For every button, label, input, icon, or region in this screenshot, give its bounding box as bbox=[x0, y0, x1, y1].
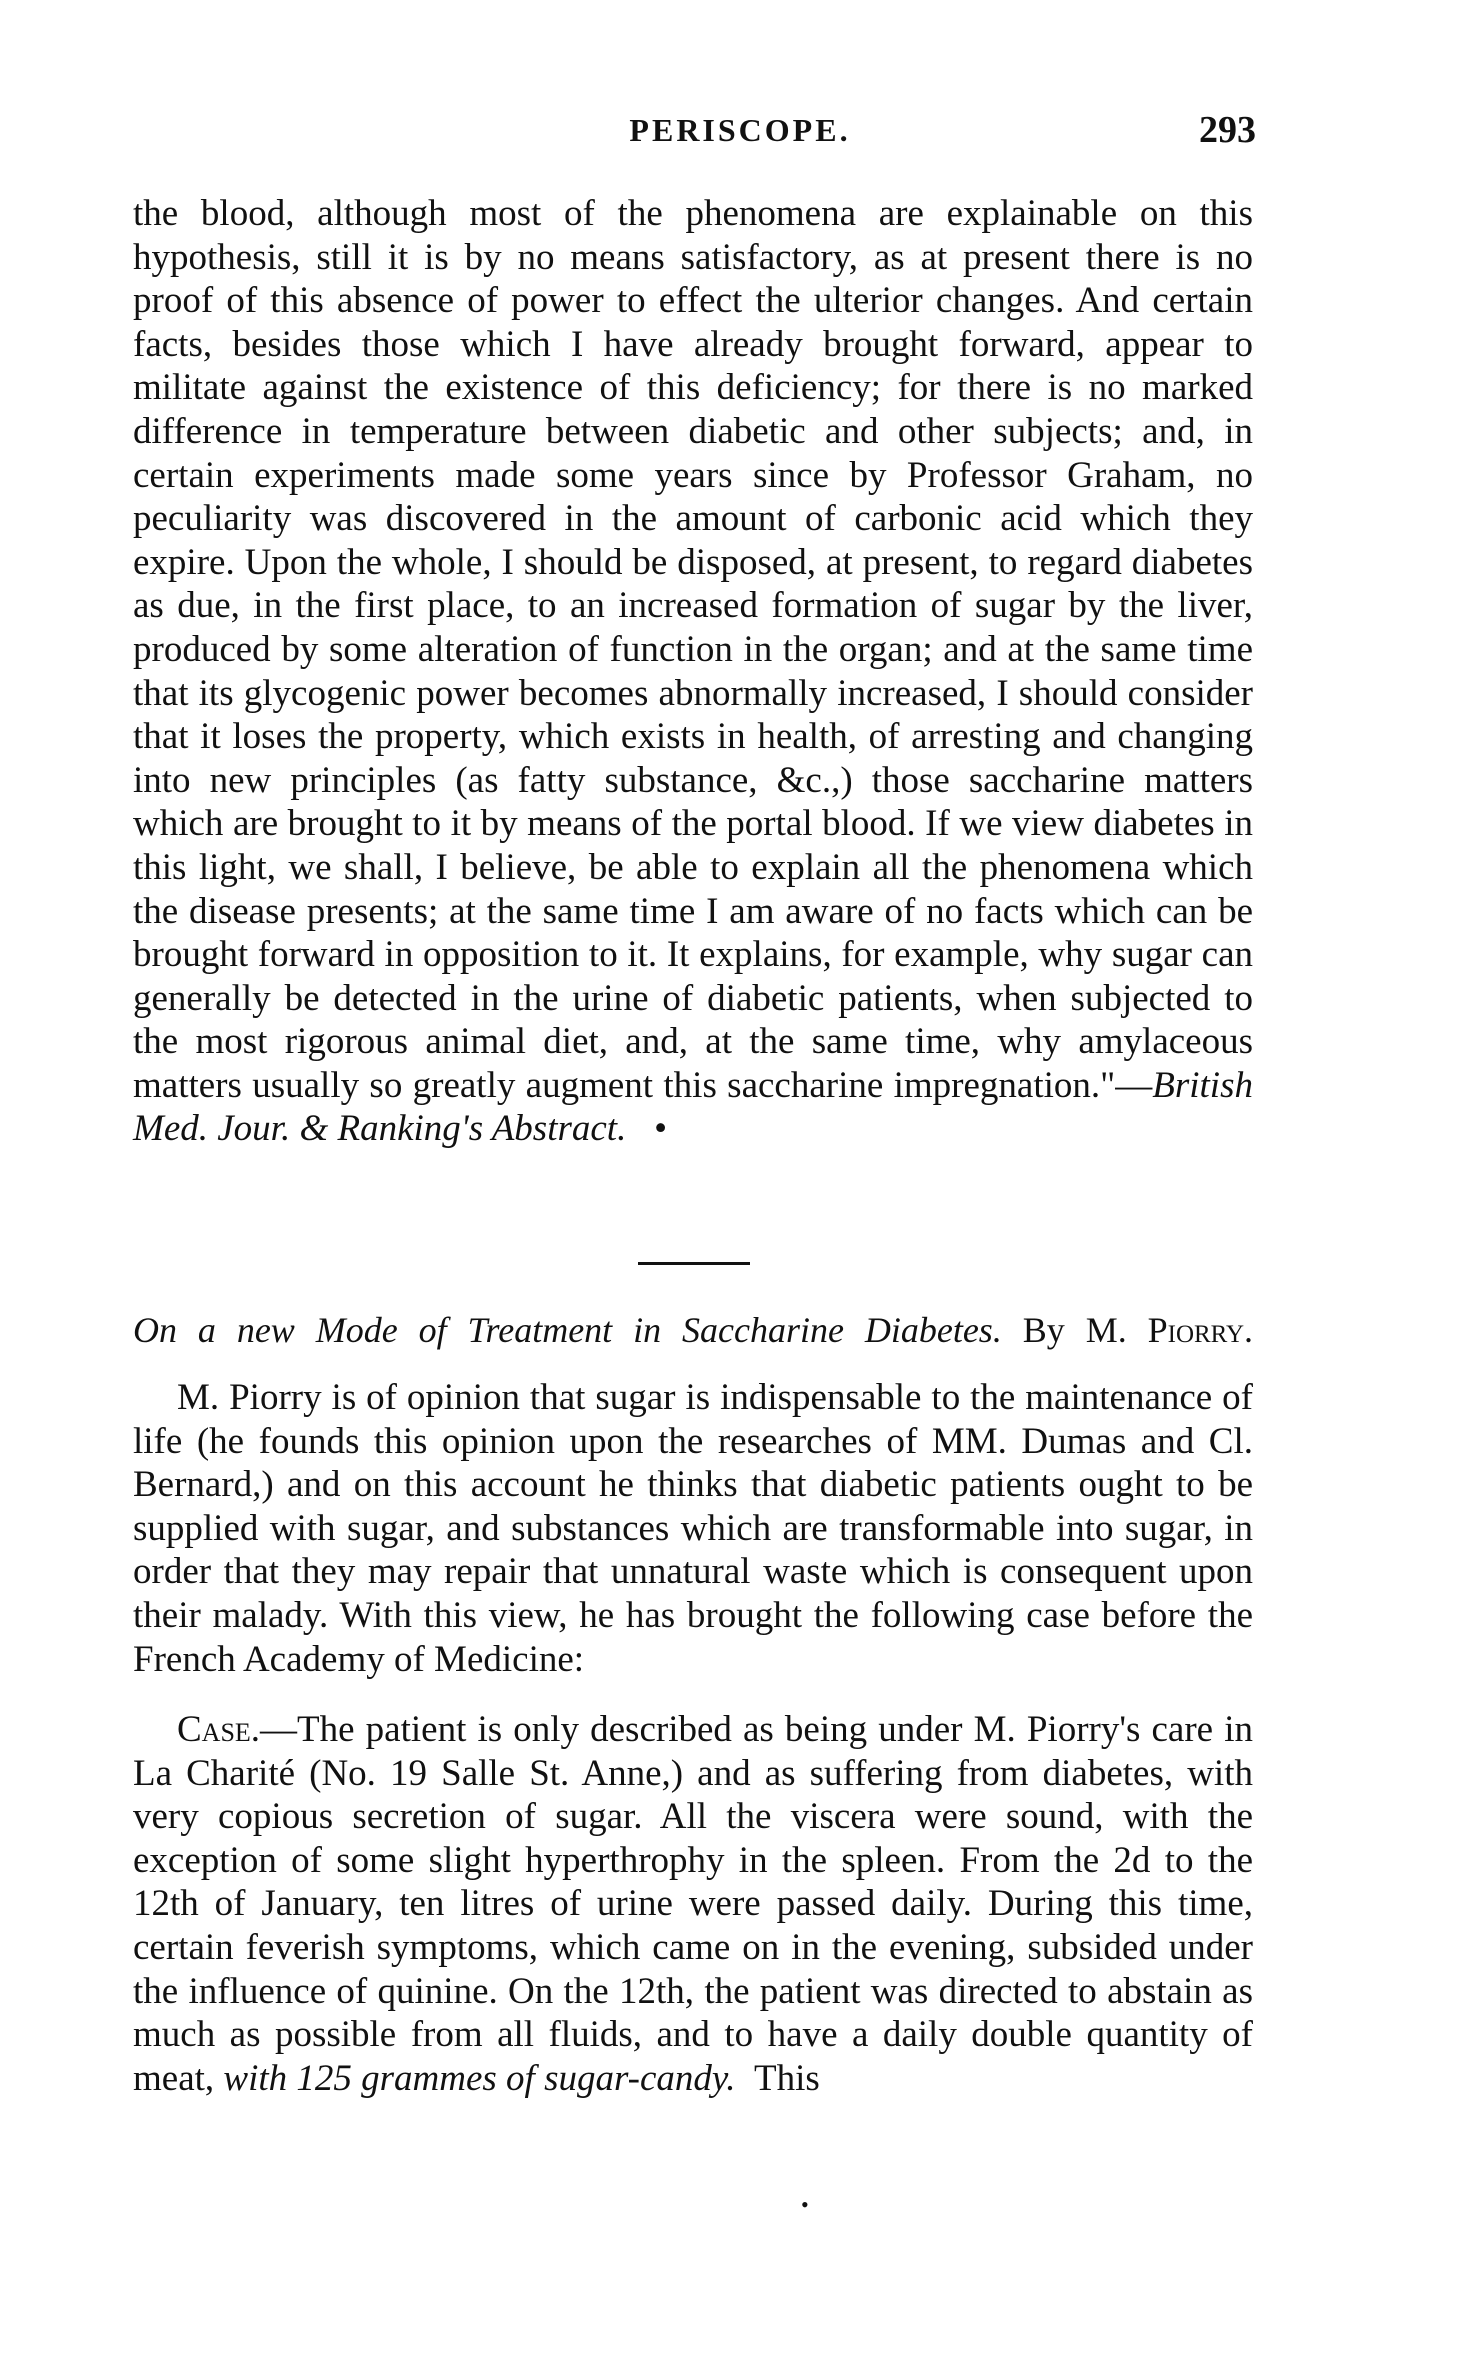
trailing-mark: • bbox=[654, 1108, 668, 1150]
case-paragraph bbox=[133, 1708, 1253, 2100]
source-citation: British Med. Jour. & Ranking's Abstract. bbox=[133, 1064, 1253, 1150]
byline-prefix: By bbox=[1022, 1310, 1065, 1350]
case-text: —The patient is only described as being under M. Piorry's care in La Charité (No. 19 Salle St. Anne,) and as suffering from diabetes, with very copious secretion of sugar. All the viscera were sound, with the exception of some slight hyperthrophy in the spleen. From the 2d to the 12th of January, ten litres of urine were passed daily. During this time, certain feverish symptoms, which came on in the evening, subsided under the influence of quinine. On the 12th, the patient was directed to abstain as much as possible from all fluids, and to have a daily double quantity of meat, bbox=[133, 1709, 1253, 2099]
article-title bbox=[133, 1308, 1253, 1352]
continuation-text: the blood, although most of the phenomena are explainable on this hypothesis, still it is by no means satisfactory, as at present there is no proof of this absence of power to effect the ulterior changes. And certain facts, besides those which I have already brought forward, appear to militate against the existence of this deficiency; for there is no marked difference in temperature between diabetic and other subjects; and, in certain experiments made some years since by Professor Graham, no peculiarity was discovered in the amount of carbonic acid which they expire. Upon the whole, I should be disposed, at present, to regard diabetes as due, in the first place, to an increased formation of sugar by the liver, produced by some alteration of function in the organ; and at the same time that its glycogenic power becomes abnormally increased, I should consider that it loses the property, which exists in health, of arresting and changing into new principles (as fatty substance, &c.,) those saccharine matters which are brought to it by means of the portal blood. If we view diabetes in this light, we shall, I believe, be able to explain all the phenomena which the disease presents; at the same time I am aware of no facts which can be brought forward in opposition to it. It explains, for example, why sugar can generally be detected in the urine of diabetic patients, when subjected to the most rigorous animal diet, and, at the same time, why amylaceous matters usually so greatly augment this saccharine impregnation."— bbox=[133, 193, 1253, 1106]
page-number: 293 bbox=[1199, 109, 1256, 151]
continuation-paragraph bbox=[133, 192, 1253, 1151]
running-head: PERISCOPE. bbox=[629, 112, 851, 148]
signature-mark: • bbox=[801, 2192, 809, 2217]
case-text-end: This bbox=[754, 2057, 820, 2099]
section-divider bbox=[638, 1262, 750, 1265]
case-label: Case. bbox=[177, 1709, 261, 1750]
article-title-text: On a new Mode of Treatment in Saccharine Diabetes. bbox=[133, 1310, 1002, 1350]
case-text-italic: with 125 grammes of sugar-candy. bbox=[223, 2057, 736, 2099]
article-author: M. Piorry. bbox=[1085, 1310, 1254, 1350]
intro-paragraph: M. Piorry is of opinion that sugar is indispensable to the maintenance of life (he founds this opinion upon the researches of MM. Dumas and Cl. Bernard,) and on this account he thinks that diabetic patients ought to be supplied with sugar, and substances which are transformable into sugar, in order that they may repair that unnatural waste which is consequent upon their malady. With this view, he has brought the following case before the French Academy of Medicine: bbox=[133, 1377, 1253, 1680]
